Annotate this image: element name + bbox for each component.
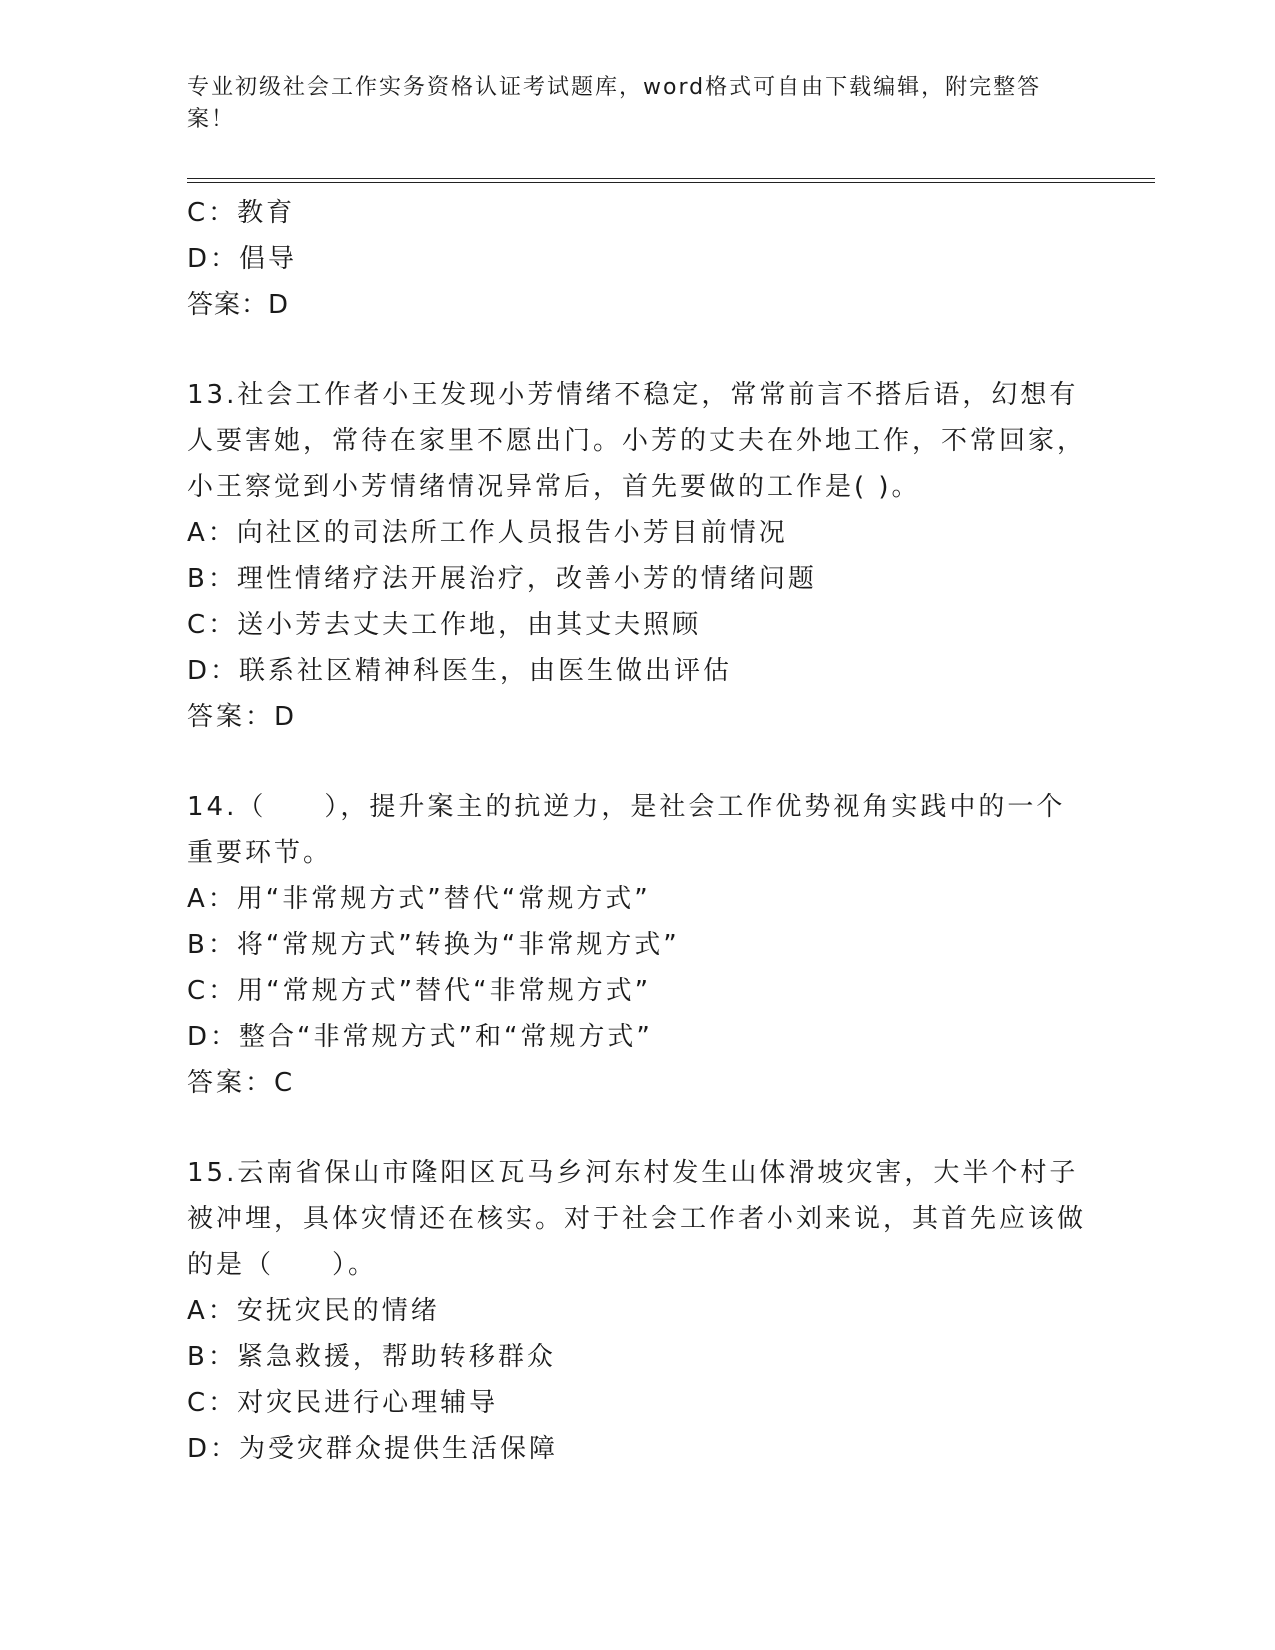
option-d: D：整合“非常规方式”和“常规方式” — [187, 1022, 653, 1052]
option-c: C：送小芳去丈夫工作地，由其丈夫照顾 — [187, 610, 702, 640]
option-c: C：对灾民进行心理辅导 — [187, 1388, 499, 1418]
option-b: B：理性情绪疗法开展治疗，改善小芳的情绪问题 — [187, 564, 817, 594]
option-c: C：教育 — [187, 198, 296, 228]
option-d: D：为受灾群众提供生活保障 — [187, 1434, 559, 1464]
option-b: B：紧急救援，帮助转移群众 — [187, 1342, 556, 1372]
question-13 — [187, 372, 1087, 740]
question-stem: 15.云南省保山市隆阳区瓦马乡河东村发生山体滑坡灾害，大半个村子被冲埋，具体灾情还在核实。对于社会工作者小刘来说，其首先应该做的是（ ）。 — [187, 1158, 1087, 1280]
answer-line: 答案：D — [187, 290, 290, 320]
option-d: D：倡导 — [187, 244, 298, 274]
option-a: A：用“非常规方式”替代“常规方式” — [187, 884, 651, 914]
header-rule-bottom — [187, 182, 1155, 183]
option-a: A：安抚灾民的情绪 — [187, 1296, 440, 1326]
question-stem: 14.（ ），提升案主的抗逆力，是社会工作优势视角实践中的一个重要环节。 — [187, 792, 1066, 868]
answer-line: 答案：D — [187, 702, 298, 732]
question-15 — [187, 1150, 1087, 1472]
header-rule-top — [187, 178, 1155, 179]
option-d: D：联系社区精神科医生，由医生做出评估 — [187, 656, 733, 686]
question-14 — [187, 784, 1087, 1106]
document-header: 专业初级社会工作实务资格认证考试题库，word格式可自由下载编辑，附完整答案！ — [187, 75, 1042, 132]
document-body — [187, 190, 1087, 1472]
option-b: B：将“常规方式”转换为“非常规方式” — [187, 930, 680, 960]
option-a: A：向社区的司法所工作人员报告小芳目前情况 — [187, 518, 788, 548]
option-c: C：用“常规方式”替代“非常规方式” — [187, 976, 652, 1006]
answer-line: 答案：C — [187, 1068, 296, 1098]
question-stem: 13.社会工作者小王发现小芳情绪不稳定，常常前言不搭后语，幻想有人要害她，常待在家里不愿出门。小芳的丈夫在外地工作，不常回家，小王察觉到小芳情绪情况异常后，首先要做的工作是( )。 — [187, 380, 1087, 502]
